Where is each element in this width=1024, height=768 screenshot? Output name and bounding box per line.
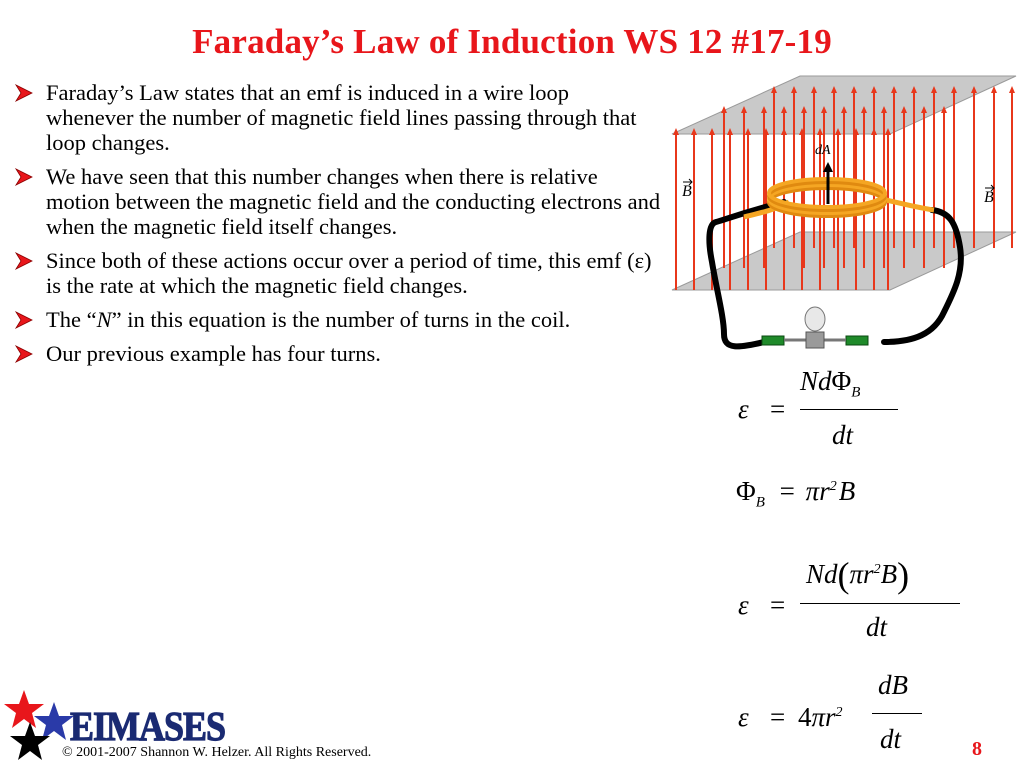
bullet-list [12, 80, 662, 375]
arrow-bullet-icon [14, 311, 34, 329]
field-line-arrowhead [1009, 86, 1015, 93]
bulb-base [806, 332, 824, 348]
bullet-item [12, 164, 662, 239]
arrow-bullet-icon [14, 252, 34, 270]
arrow-bullet-icon [14, 84, 34, 102]
equation-4: ε = $4\pi r^2$ dB dt [730, 670, 940, 766]
label-dA: dA [815, 143, 831, 158]
bullet-text: Since both of these actions occur over a period of time, this emf (ε) is the rate at which the magnetic field changes. [46, 248, 652, 298]
bullet-item [12, 307, 662, 332]
bullet-text: Our previous example has four turns. [46, 341, 381, 366]
bullet-item [12, 80, 662, 155]
arrow-bullet-icon [14, 168, 34, 186]
magnetic-field-coil-figure [664, 72, 1020, 362]
page-number: 8 [972, 738, 982, 760]
bullet-text: The “N” in this equation is the number of turns in the coil. [46, 307, 571, 332]
logo-text: EIMASES [70, 703, 226, 750]
connector-right [846, 336, 868, 345]
bullet-text: We have seen that this number changes when there is relative motion between the magnetic field and the conducting electrons and when the magnetic field itself changes. [46, 164, 661, 239]
connector-left [762, 336, 784, 345]
bullet-text: Faraday’s Law states that an emf is induced in a wire loop whenever the number of magnetic field lines passing through that loop changes. [46, 80, 637, 155]
bullet-item [12, 248, 662, 298]
light-bulb [805, 307, 825, 331]
equation-2: $\Phi_B = \pi r^2B$ [736, 476, 856, 511]
label-B-right: B [984, 189, 994, 206]
arrow-bullet-icon [14, 345, 34, 363]
slide-title: Faraday’s Law of Induction WS 12 #17-19 [192, 22, 832, 61]
copyright-text: © 2001-2007 Shannon W. Helzer. All Rights Reserved. [62, 745, 372, 760]
label-B-left: B [682, 183, 692, 200]
equation-1: ε = NdΦ$_B$ dt [730, 368, 920, 458]
bullet-item [12, 341, 662, 366]
equation-3: ε = $Nd(\pi r^2B)$ dt [730, 548, 970, 648]
